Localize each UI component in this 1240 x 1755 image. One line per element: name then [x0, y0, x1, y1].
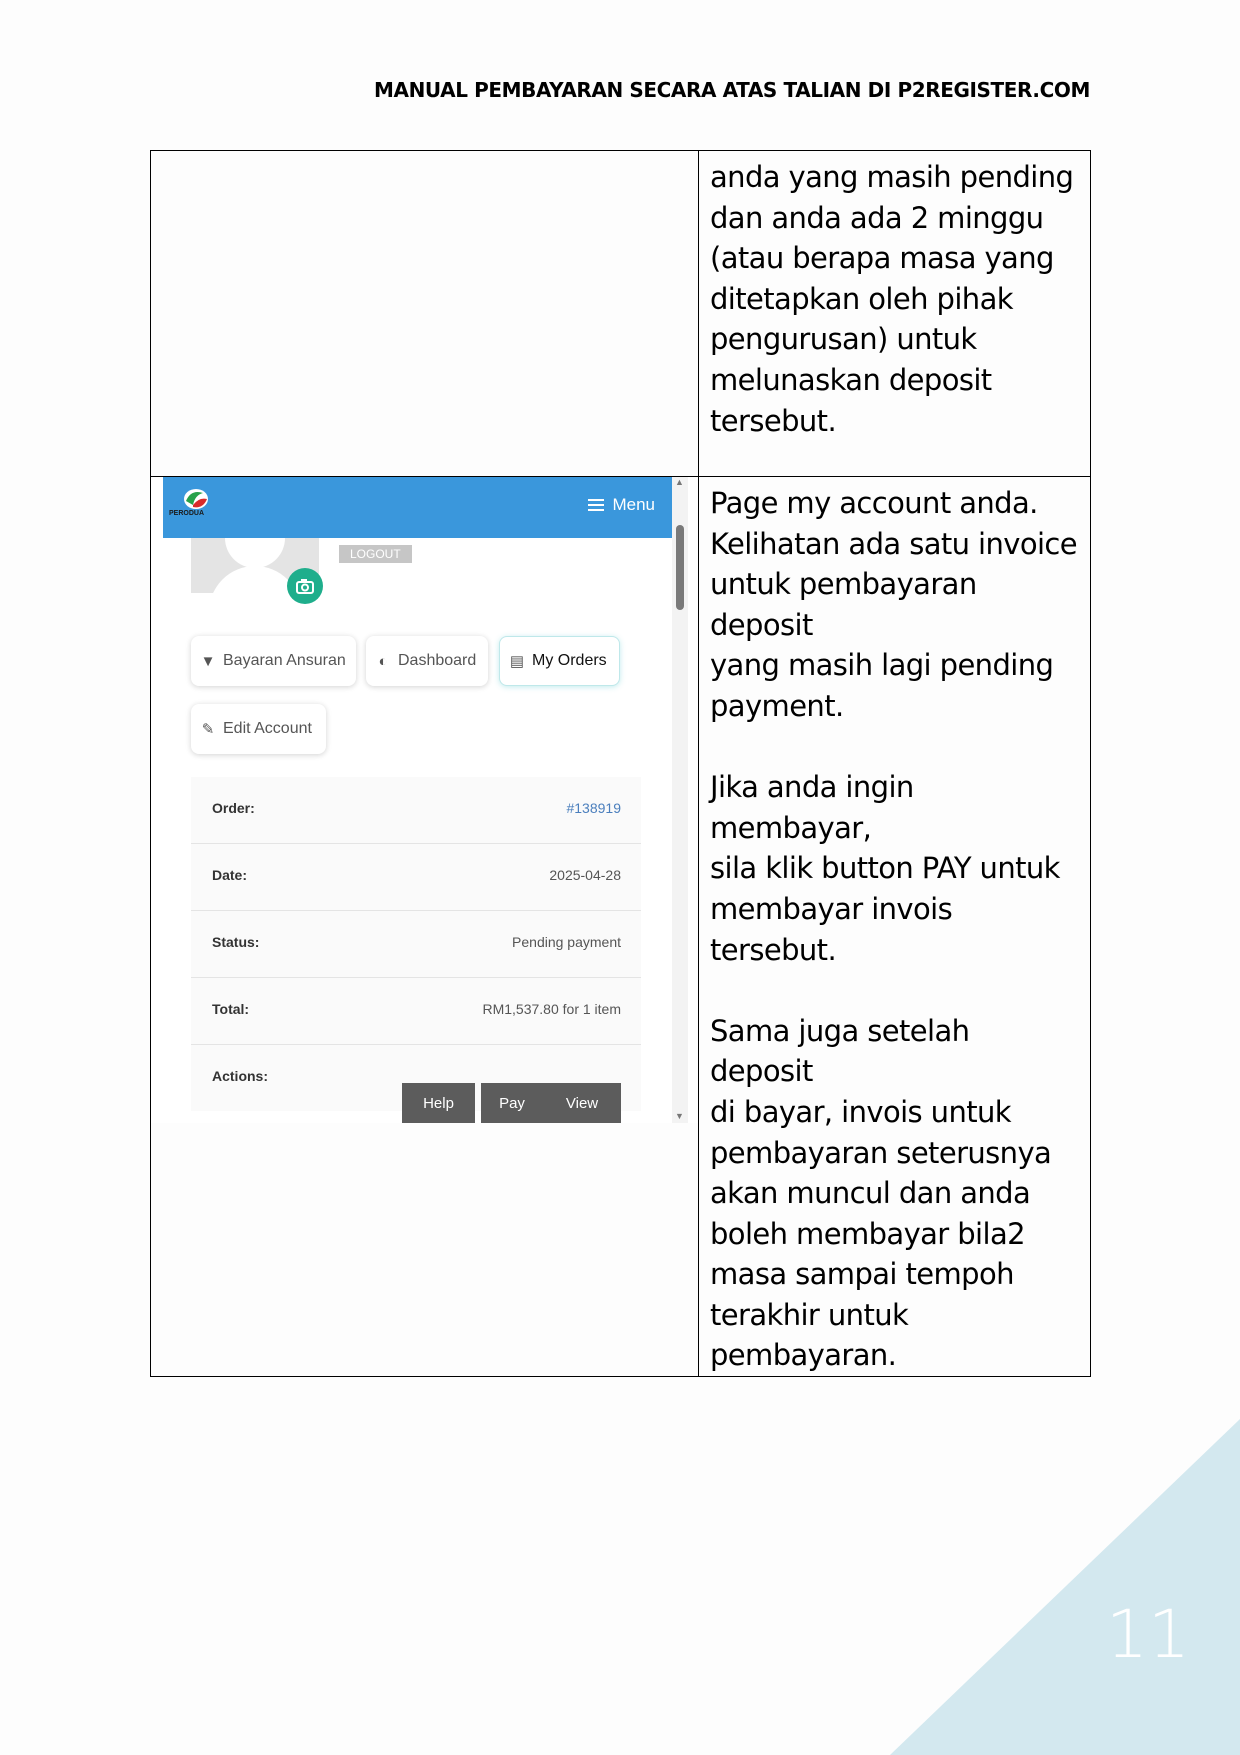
scroll-down-arrow-icon[interactable]: ▼: [675, 1111, 684, 1121]
document-icon: ▤: [509, 653, 525, 670]
table-row: [151, 477, 1091, 1377]
pay-button[interactable]: Pay: [481, 1083, 543, 1123]
nav-label: My Orders: [532, 652, 607, 669]
total-label: Total:: [212, 1001, 250, 1017]
perodua-logo-icon: [173, 485, 219, 529]
page-number: 11: [1106, 1596, 1190, 1673]
status-label: Status:: [212, 934, 260, 950]
decorative-corner-triangle: [890, 1419, 1240, 1755]
nav-edit-account-button[interactable]: [191, 704, 326, 754]
scrollbar[interactable]: [672, 477, 688, 1123]
help-button[interactable]: Help: [402, 1083, 475, 1123]
order-number-link[interactable]: #138919: [566, 800, 621, 816]
total-value: RM1,537.80 for 1 item: [482, 1001, 621, 1017]
logo-text: PERODUA: [169, 510, 205, 517]
camera-upload-button[interactable]: [287, 568, 323, 604]
page-header-title: MANUAL PEMBAYARAN SECARA ATAS TALIAN DI P2REGISTER.COM: [373, 78, 1090, 102]
nav-my-orders-button[interactable]: [499, 636, 620, 686]
dashboard-icon: ◐: [378, 652, 388, 670]
nav-label: Dashboard: [398, 652, 477, 669]
table-cell-text: [699, 477, 1091, 1377]
account-page-screenshot: [151, 477, 698, 1123]
edit-icon: ✎: [201, 721, 215, 738]
table-cell-empty: [151, 151, 699, 477]
menu-button[interactable]: [588, 495, 655, 515]
top-navbar: [163, 477, 673, 538]
date-row: [191, 844, 641, 911]
hamburger-icon: [588, 499, 604, 511]
order-row: [191, 777, 641, 844]
instruction-text: anda yang masih pending dan anda ada 2 minggu (atau berapa masa yang ditetapkan oleh pihak pengurusan) untuk melunaskan deposit tersebut.: [710, 160, 1074, 438]
scroll-up-arrow-icon[interactable]: ▲: [675, 477, 684, 487]
logout-button[interactable]: LOGOUT: [339, 545, 412, 563]
table-cell-text: [699, 151, 1091, 477]
nav-dashboard-button[interactable]: [366, 636, 488, 686]
order-label: Order:: [212, 800, 255, 816]
view-button[interactable]: View: [543, 1083, 621, 1123]
total-row: [191, 978, 641, 1045]
nav-bayaran-ansuran-button[interactable]: [191, 636, 356, 686]
instruction-text: Page my account anda. Kelihatan ada satu invoice untuk pembayaran deposit yang masih lagi pending payment. Jika anda ingin membayar, sila klik button PAY untuk membayar invois tersebut. Sama juga setelah deposit di bayar, invois untuk pembayaran seterusnya akan muncul dan anda boleh membayar bila2 masa sampai tempoh terakhir untuk pembayaran.: [710, 486, 1078, 1373]
date-value: 2025-04-28: [549, 867, 621, 883]
nav-label: Edit Account: [223, 720, 312, 737]
actions-label: Actions:: [212, 1068, 268, 1084]
menu-label: Menu: [612, 495, 655, 514]
filter-icon: ▼: [200, 652, 216, 670]
manual-table: [150, 150, 1091, 1377]
scroll-thumb[interactable]: [676, 525, 684, 610]
order-details-table: [191, 777, 641, 1111]
table-row: [151, 151, 1091, 477]
camera-icon: [295, 578, 315, 594]
date-label: Date:: [212, 867, 248, 883]
nav-label: Bayaran Ansuran: [223, 652, 346, 669]
status-row: [191, 911, 641, 978]
status-value: Pending payment: [512, 934, 621, 950]
table-cell-screenshot: [151, 477, 699, 1377]
